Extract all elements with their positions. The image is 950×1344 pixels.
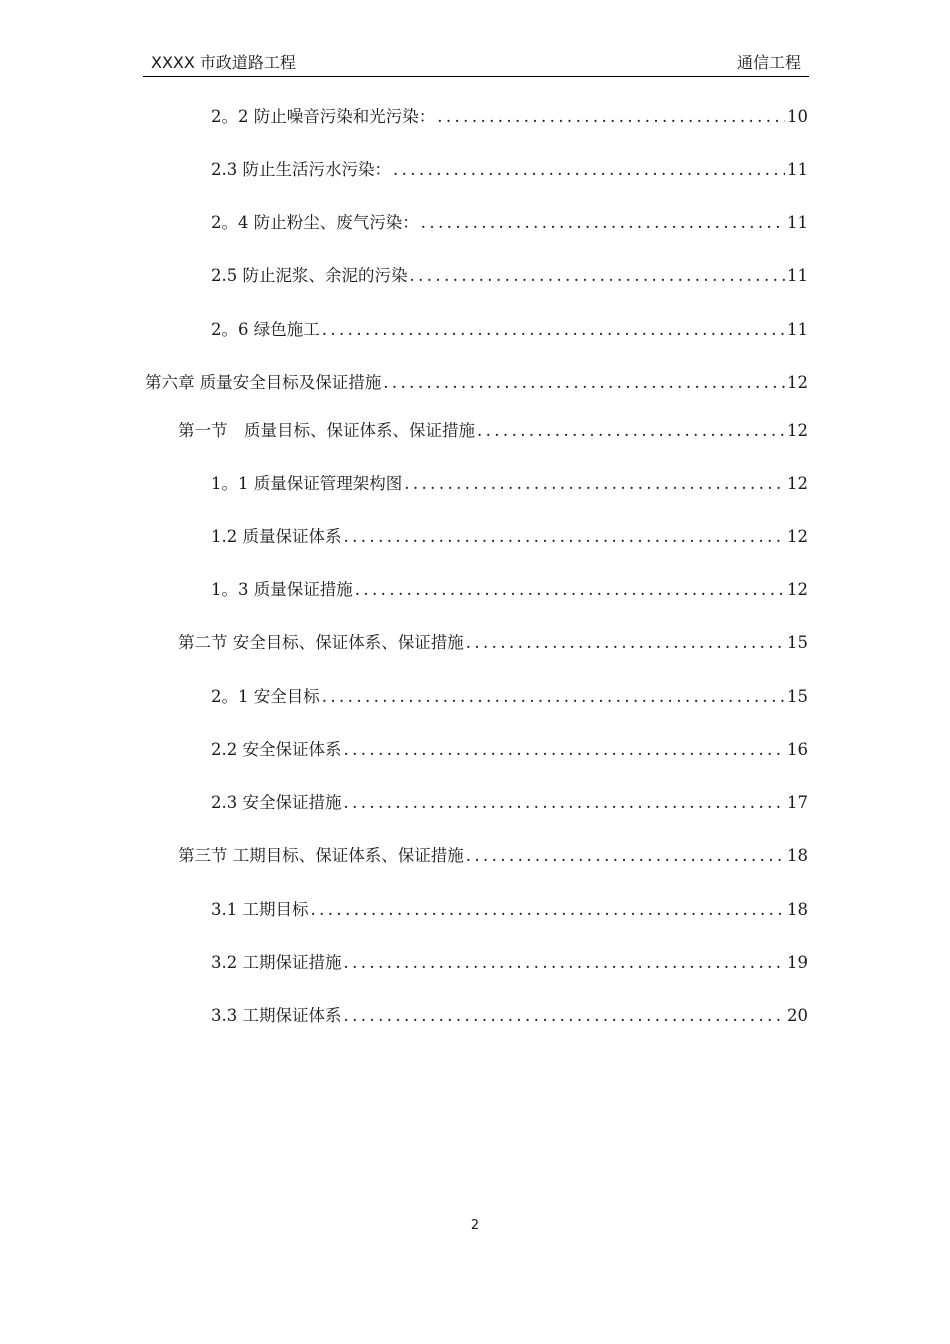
toc-entry-page: 11 bbox=[787, 320, 808, 339]
toc-leader-dots bbox=[404, 473, 785, 495]
toc-entry-page: 11 bbox=[787, 213, 808, 232]
toc-entry-title: 第三节 工期目标、保证体系、保证措施 bbox=[178, 846, 464, 865]
toc-leader-dots bbox=[393, 159, 785, 181]
toc-leader-dots bbox=[355, 579, 785, 601]
toc-leader-dots bbox=[410, 265, 786, 287]
toc-entry[interactable] bbox=[211, 899, 808, 921]
toc-entry-page: 12 bbox=[787, 474, 808, 493]
toc-leader-dots bbox=[466, 632, 785, 654]
toc-entry[interactable] bbox=[211, 1005, 808, 1027]
toc-leader-dots bbox=[322, 686, 785, 708]
toc-entry-page: 17 bbox=[787, 793, 808, 812]
toc-entry-title: 3.3 工期保证体系 bbox=[211, 1006, 342, 1025]
toc-leader-dots bbox=[466, 845, 785, 867]
toc-leader-dots bbox=[477, 420, 785, 442]
toc-entry[interactable] bbox=[211, 526, 808, 548]
toc-entry-title: 1。3 质量保证措施 bbox=[211, 580, 353, 599]
page-number: 2 bbox=[470, 1218, 480, 1233]
toc-entry-title: 2.3 防止生活污水污染： bbox=[211, 160, 391, 179]
toc-entry-page: 18 bbox=[787, 900, 808, 919]
header-section-name: 通信工程 bbox=[736, 53, 801, 72]
toc-leader-dots bbox=[344, 792, 786, 814]
toc-entry-page: 15 bbox=[787, 633, 808, 652]
toc-leader-dots bbox=[421, 212, 785, 234]
toc-entry-page: 12 bbox=[787, 580, 808, 599]
toc-entry-title: 第一节 质量目标、保证体系、保证措施 bbox=[178, 421, 475, 440]
toc-leader-dots bbox=[344, 739, 786, 761]
toc-entry-page: 12 bbox=[787, 373, 808, 392]
toc-entry-page: 20 bbox=[787, 1006, 808, 1025]
toc-entry[interactable] bbox=[211, 473, 808, 495]
toc-section-entry[interactable] bbox=[178, 420, 808, 442]
toc-entry-title: 2。2 防止噪音污染和光污染： bbox=[211, 107, 436, 126]
toc-leader-dots bbox=[311, 899, 786, 921]
toc-section-entry[interactable] bbox=[178, 632, 808, 654]
page-header bbox=[143, 52, 809, 77]
toc-entry-page: 12 bbox=[787, 421, 808, 440]
toc-entry-page: 11 bbox=[787, 266, 808, 285]
toc-entry[interactable] bbox=[211, 739, 808, 761]
toc-entry[interactable] bbox=[211, 952, 808, 974]
toc-entry-title: 2.5 防止泥浆、余泥的污染 bbox=[211, 266, 408, 285]
toc-entry[interactable] bbox=[211, 792, 808, 814]
toc-entry[interactable] bbox=[211, 319, 808, 341]
toc-entry[interactable] bbox=[211, 159, 808, 181]
toc-entry-title: 2.3 安全保证措施 bbox=[211, 793, 342, 812]
toc-entry-page: 18 bbox=[787, 846, 808, 865]
toc-entry-title: 2。4 防止粉尘、废气污染： bbox=[211, 213, 419, 232]
toc-leader-dots bbox=[437, 106, 785, 128]
toc-entry-page: 19 bbox=[787, 953, 808, 972]
toc-entry-page: 16 bbox=[787, 740, 808, 759]
toc-leader-dots bbox=[344, 526, 786, 548]
toc-entry[interactable] bbox=[211, 579, 808, 601]
toc-entry-title: 第六章 质量安全目标及保证措施 bbox=[145, 373, 382, 392]
toc-entry-title: 3.1 工期目标 bbox=[211, 900, 309, 919]
toc-entry[interactable] bbox=[211, 686, 808, 708]
toc-entry-page: 15 bbox=[787, 687, 808, 706]
toc-entry-title: 2。1 安全目标 bbox=[211, 687, 320, 706]
header-project-name: XXXX 市政道路工程 bbox=[151, 53, 296, 72]
toc-chapter-entry[interactable] bbox=[145, 372, 808, 394]
toc-leader-dots bbox=[344, 952, 786, 974]
toc-entry-title: 2。6 绿色施工 bbox=[211, 320, 320, 339]
toc-leader-dots bbox=[383, 372, 785, 394]
toc-entry-title: 1.2 质量保证体系 bbox=[211, 527, 342, 546]
toc-leader-dots bbox=[344, 1005, 786, 1027]
toc-entry[interactable] bbox=[211, 106, 808, 128]
toc-leader-dots bbox=[322, 319, 785, 341]
toc-entry-page: 12 bbox=[787, 527, 808, 546]
toc-section-entry[interactable] bbox=[178, 845, 808, 867]
toc-entry-title: 3.2 工期保证措施 bbox=[211, 953, 342, 972]
toc-entry-title: 第二节 安全目标、保证体系、保证措施 bbox=[178, 633, 464, 652]
toc-entry[interactable] bbox=[211, 265, 808, 287]
toc-entry-page: 10 bbox=[787, 107, 808, 126]
toc-entry-title: 2.2 安全保证体系 bbox=[211, 740, 342, 759]
toc-entry-page: 11 bbox=[787, 160, 808, 179]
toc-entry-title: 1。1 质量保证管理架构图 bbox=[211, 474, 403, 493]
toc-entry[interactable] bbox=[211, 212, 808, 234]
